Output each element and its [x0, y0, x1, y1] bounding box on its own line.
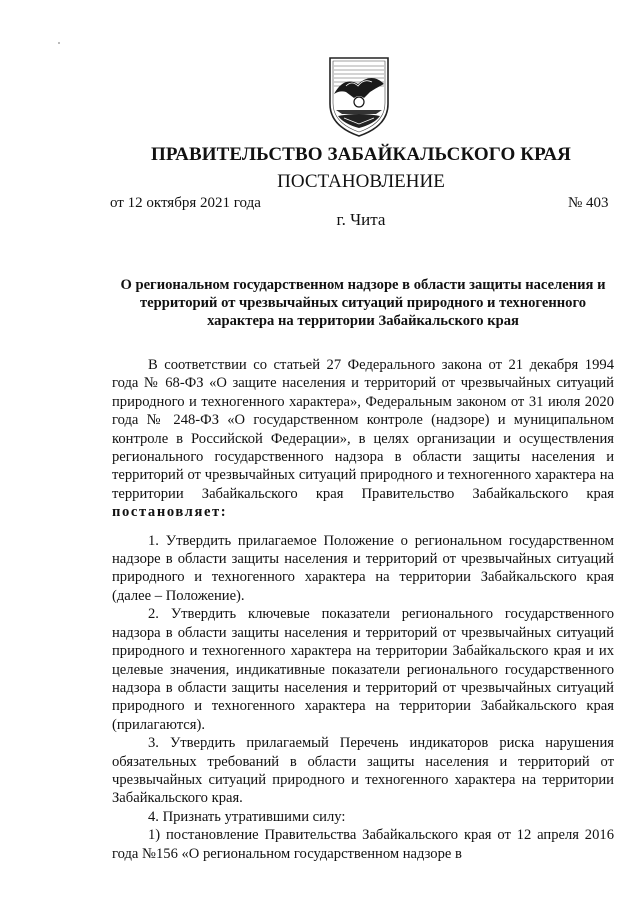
list-item: 2. Утвердить ключевые показатели регионального государственного надзора в области защиты населения и территорий от чрезвычайных ситуаций природного и техногенного характера на территории Забайкальского края и их целевые значения, индикативные показатели регионального государственного надзора в области защиты населения и территорий от чрезвычайных ситуаций природного и техногенного характера на территории Забайкальского края (прилагаются).: [112, 606, 614, 733]
resolves-word: постановляет:: [112, 504, 228, 521]
list-item: 3. Утвердить прилагаемый Перечень индикаторов риска нарушения обязательных требований в области защиты населения и территорий от чрезвычайных ситуаций природного и техногенного характера на территории Забайкальского края.: [112, 735, 614, 807]
document-body: [112, 356, 614, 863]
list-item: 1. Утвердить прилагаемое Положение о региональном государственном надзоре в области защиты населения и территорий от чрезвычайных ситуаций природного и техногенного характера на территории Забайкальского края (далее – Положение).: [112, 532, 614, 604]
intro-paragraph: [112, 356, 614, 522]
list-item: 1) постановление Правительства Забайкальского края от 12 апреля 2016 года №156 «О региональном государственном надзоре в: [112, 827, 614, 862]
list-item: 4. Признать утратившими силу:: [148, 808, 346, 825]
document-title: О региональном государственном надзоре в области защиты населения и территорий от чрезвычайных ситуаций природного и техногенного характера на территории Забайкальского края: [120, 277, 606, 329]
city-name: г. Чита: [336, 210, 386, 229]
government-name: ПРАВИТЕЛЬСТВО ЗАБАЙКАЛЬСКОГО КРАЯ: [150, 144, 571, 165]
document-number: № 403: [568, 195, 609, 211]
document-date: от 12 октября 2021 года: [110, 195, 261, 211]
document-type: ПОСТАНОВЛЕНИЕ: [277, 171, 445, 192]
intro-text: В соответствии со статьей 27 Федерального закона от 21 декабря 1994 года № 68-ФЗ «О защите населения и территорий от чрезвычайных ситуаций природного и техногенного характера», Федеральным законом от 31 июля 2020 года № 248-ФЗ «О государственном контроле (надзоре) и муниципальном контроле в Российской Федерации», в целях организации и осуществления регионального государственного надзора в области защиты населения и территорий от чрезвычайных ситуаций природного и техногенного характера на территории Забайкальского края Правительство Забайкальского края: [112, 357, 614, 502]
coat-of-arms-icon: [324, 54, 394, 138]
scan-speck: [58, 42, 60, 44]
